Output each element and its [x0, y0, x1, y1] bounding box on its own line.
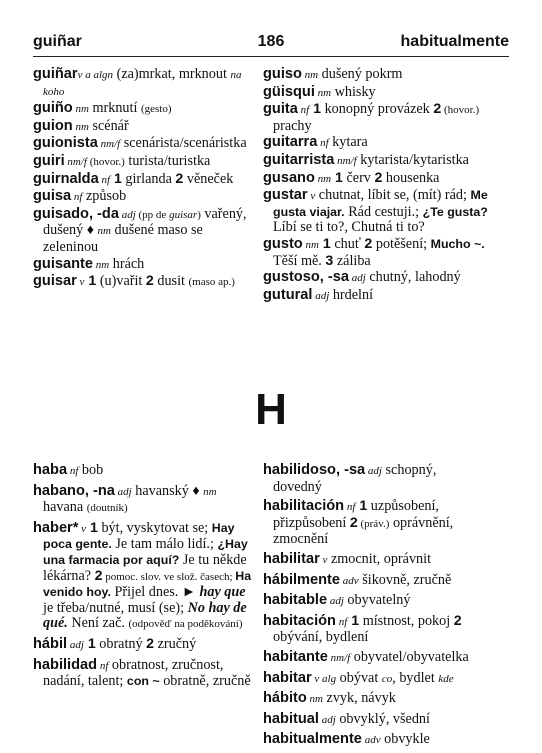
- sense-number: 2: [94, 567, 103, 584]
- definition-text: Líbí se ti to?, Chutná ti to?: [273, 219, 425, 236]
- grammar-label: nm: [97, 225, 111, 238]
- example-phrase: ¿Hay una farmacia por aquí?: [43, 537, 248, 567]
- dictionary-entry: [263, 573, 488, 590]
- sense-number: 1: [86, 519, 98, 536]
- column-h-right: [263, 463, 488, 753]
- dictionary-entry: [33, 189, 258, 206]
- headword: haba: [33, 462, 68, 478]
- definition-text: hrdelní: [329, 286, 374, 303]
- first-guideword: guiñar: [33, 33, 82, 50]
- definition-text: šikovně, zručně: [358, 571, 452, 588]
- definition-text: havana: [43, 499, 87, 516]
- dictionary-entry: [33, 257, 258, 274]
- definition-text: místnost, pokoj: [359, 612, 454, 629]
- definition-text: scenárista/scenáristka: [120, 135, 247, 152]
- definition-text: kytara: [328, 134, 368, 151]
- dictionary-entry: [33, 274, 258, 291]
- definition-text: hrách: [109, 255, 145, 272]
- dictionary-entry: [33, 172, 258, 189]
- headword: gustar: [263, 187, 308, 204]
- definition-text: vařený, dušený ♦: [43, 205, 247, 239]
- grammar-label: nm: [314, 86, 332, 99]
- definition-text: chutnat, líbit se, (mít) rád;: [315, 187, 471, 204]
- dictionary-entry: [33, 136, 258, 153]
- sense-number: 1: [347, 612, 360, 629]
- dictionary-entry: [33, 101, 258, 118]
- definition-text: Rád cestuji.;: [344, 203, 423, 220]
- sense-number: 1: [355, 498, 368, 515]
- headword: habilitar: [263, 550, 320, 567]
- grammar-label: nm: [314, 172, 332, 185]
- headword: hábil: [33, 635, 68, 652]
- headword: guitarra: [263, 134, 318, 151]
- grammar-label: kde: [438, 672, 454, 685]
- headword: habilidad: [33, 656, 98, 673]
- headword: guisa: [33, 188, 72, 205]
- dictionary-entry: [263, 552, 488, 569]
- grammar-label: v: [307, 190, 316, 203]
- grammar-label: adj: [114, 485, 132, 498]
- definition-text: dušené maso se zeleninou: [43, 222, 203, 255]
- section-letter-heading: H: [255, 385, 287, 434]
- header-rule: [33, 56, 509, 57]
- grammar-label: nm: [306, 693, 323, 706]
- definition-text: obratný: [95, 635, 147, 652]
- headword: hábito: [263, 690, 307, 707]
- headword: habitualmente: [263, 731, 362, 748]
- definition-text: schopný, dovedný: [273, 462, 437, 495]
- dictionary-entry: [263, 135, 488, 152]
- usage-note: pomoc. slov. ve slož. časech;: [102, 570, 236, 583]
- grammar-label: adj: [327, 595, 344, 608]
- definition-text: prachy: [273, 117, 312, 134]
- sense-number: 1: [309, 101, 322, 118]
- grammar-label: nm: [93, 258, 110, 271]
- sense-number: 2: [374, 169, 383, 186]
- definition-text: zvyk, návyk: [322, 690, 396, 707]
- headword: guirnalda: [33, 170, 99, 187]
- definition-text: způsob: [82, 188, 127, 205]
- example-phrase: Me gusta viajar.: [273, 188, 488, 219]
- definition-text: obratnost, zručnost, nadání, talent;: [43, 656, 224, 690]
- grammar-label: adj: [312, 289, 330, 302]
- grammar-label: nf: [67, 465, 79, 477]
- dictionary-entry: [33, 521, 258, 633]
- definition-text: obyvatelný: [343, 592, 411, 609]
- grammar-label: v a algn: [77, 69, 114, 81]
- column-g-right: [263, 67, 488, 305]
- grammar-label: nf: [98, 173, 110, 186]
- grammar-label: v alg: [311, 672, 337, 685]
- running-header: [33, 33, 509, 55]
- definition-text: být, vyskytovat se;: [97, 519, 212, 536]
- grammar-label: adj: [318, 713, 336, 726]
- usage-note: (hovor.): [441, 104, 480, 117]
- sense-number: 3: [325, 252, 334, 269]
- dictionary-entry: [33, 67, 258, 100]
- headword: guita: [263, 101, 298, 118]
- sense-number: 1: [84, 273, 97, 290]
- usage-note: (gesto): [140, 103, 172, 116]
- dictionary-entry: [33, 463, 258, 480]
- last-guideword: habitualmente: [400, 33, 509, 50]
- definition-text: zručný: [154, 635, 197, 652]
- dictionary-entry: [263, 67, 488, 84]
- sense-number: 2: [433, 101, 442, 118]
- sense-number: 1: [318, 235, 331, 252]
- definition-text: obvykle: [380, 731, 430, 748]
- dictionary-entry: [263, 732, 488, 749]
- definition-text: je třeba/nutné, musí (se);: [43, 599, 188, 616]
- headword: haber*: [33, 519, 79, 536]
- headword: gusto: [263, 235, 303, 252]
- dictionary-entry: [33, 484, 258, 517]
- dictionary-entry: [263, 650, 488, 667]
- example-phrase: Ha venido hoy.: [43, 568, 252, 600]
- definition-text: scénář: [88, 117, 129, 134]
- headword: habitante: [263, 648, 328, 665]
- definition-text: Není zač.: [67, 615, 129, 632]
- grammar-label: adv: [340, 574, 359, 587]
- grammar-label: adv: [361, 734, 381, 747]
- grammar-label: nf: [335, 615, 348, 628]
- sense-number: 1: [110, 170, 122, 187]
- headword: habilidoso, -sa: [263, 462, 366, 478]
- grammar-label: v: [319, 553, 328, 566]
- definition-text: oprávnění, zmocnění: [273, 514, 454, 548]
- definition-text: turista/turistka: [124, 152, 211, 169]
- definition-text: zmocnit, oprávnit: [327, 550, 432, 567]
- usage-note: (pp de: [135, 208, 167, 221]
- usage-note: (doutník): [86, 502, 128, 515]
- grammar-label: guisar: [166, 208, 198, 221]
- definition-text: uzpůsobení, přizpůsobení: [273, 498, 439, 531]
- definition-text: , bydlet: [392, 669, 439, 686]
- headword: guiri: [33, 152, 65, 169]
- grammar-label: nm: [301, 69, 319, 81]
- headword: habano, -na: [33, 482, 115, 499]
- dictionary-entry: [263, 463, 488, 495]
- definition-text: mrknutí: [88, 100, 141, 117]
- definition-text: whisky: [331, 83, 376, 100]
- headword: guiñar: [33, 66, 78, 82]
- dictionary-entry: [263, 499, 488, 548]
- page-number: 186: [257, 33, 285, 50]
- sense-number: 2: [453, 612, 462, 629]
- headword: habitación: [263, 612, 336, 629]
- definition-text: (za)mrkat, mrknout: [113, 66, 231, 82]
- definition-text: dusit: [153, 273, 189, 290]
- grammar-label: nf: [344, 501, 356, 514]
- grammar-label: nm/f: [64, 155, 87, 168]
- sense-number: 2: [146, 635, 155, 652]
- grammar-label: nm/f: [334, 154, 357, 167]
- headword: guiño: [33, 100, 73, 117]
- sense-number: 2: [349, 514, 358, 531]
- definition-text: Přijel dnes. ►: [110, 584, 200, 601]
- headword: guisado, -da: [33, 205, 119, 222]
- dictionary-entry: [263, 153, 488, 170]
- dictionary-entry: [33, 658, 258, 690]
- definition-text: potěšení;: [372, 235, 431, 252]
- headword: habilitación: [263, 498, 345, 515]
- dictionary-entry: [263, 593, 488, 610]
- grammar-label: nm: [302, 238, 319, 251]
- dictionary-entry: [33, 207, 258, 256]
- dictionary-entry: [263, 188, 488, 236]
- idiom-phrase: hay que: [199, 584, 246, 601]
- grammar-label: adj: [348, 272, 366, 285]
- headword: guionista: [33, 135, 98, 152]
- grammar-label: nm/f: [97, 138, 121, 151]
- dictionary-entry: [263, 102, 488, 134]
- headword: gusano: [263, 169, 315, 186]
- grammar-label: adj: [365, 465, 382, 477]
- usage-note: ): [197, 208, 201, 221]
- headword: guisar: [33, 273, 77, 290]
- headword: hábilmente: [263, 571, 341, 588]
- definition-text: Je tam málo lidí.;: [111, 536, 218, 553]
- definition-text: věneček: [183, 170, 234, 187]
- sense-number: 1: [331, 169, 343, 186]
- definition-text: kytarista/kytaristka: [356, 151, 469, 168]
- dictionary-entry: [263, 288, 488, 305]
- headword: gustoso, -sa: [263, 269, 349, 286]
- usage-note: (hovor.): [86, 155, 125, 168]
- headword: habitable: [263, 592, 328, 609]
- definition-text: housenka: [382, 169, 440, 186]
- column-h-left: [33, 463, 258, 694]
- definition-text: havanský ♦: [131, 482, 204, 499]
- headword: guiso: [263, 66, 302, 82]
- usage-note: (práv.): [357, 517, 390, 530]
- definition-text: záliba: [333, 252, 371, 269]
- definition-text: obratně, zručně: [159, 673, 251, 690]
- dictionary-entry: [263, 270, 488, 287]
- dictionary-entry: [263, 691, 488, 708]
- example-phrase: Mucho ~.: [430, 236, 485, 251]
- grammar-label: v: [76, 276, 85, 289]
- definition-text: bob: [78, 462, 104, 478]
- sense-number: 2: [175, 170, 184, 187]
- example-phrase: Hay poca gente.: [43, 520, 235, 552]
- definition-text: girlanda: [121, 170, 176, 187]
- definition-text: obyvatel/obyvatelka: [350, 648, 469, 665]
- grammar-label: nm/f: [327, 651, 351, 664]
- dictionary-entry: [33, 154, 258, 171]
- dictionary-entry: [33, 119, 258, 136]
- headword: guion: [33, 117, 73, 134]
- grammar-label: nf: [71, 191, 83, 204]
- definition-text: dušený pokrm: [318, 66, 403, 82]
- sense-number: 2: [145, 273, 154, 290]
- usage-note: (maso ap.): [188, 276, 235, 289]
- grammar-label: nf: [317, 137, 329, 150]
- column-g-left: [33, 67, 258, 292]
- grammar-label: na koho: [43, 69, 242, 98]
- grammar-label: nf: [97, 659, 109, 672]
- usage-note: (odpověď na poděkování): [128, 618, 243, 631]
- headword: habitual: [263, 710, 319, 727]
- definition-text: chuť: [330, 235, 365, 252]
- example-phrase: con ~: [126, 674, 160, 689]
- grammar-label: co: [381, 672, 393, 685]
- dictionary-entry: [263, 614, 488, 646]
- example-phrase: ¿Te gusta?: [422, 204, 488, 219]
- definition-text: (u)vařit: [96, 273, 146, 290]
- dictionary-entry: [263, 671, 488, 688]
- sense-number: 2: [364, 235, 373, 252]
- definition-text: Je tu někde lékárna?: [43, 551, 247, 584]
- dictionary-entry: [263, 237, 488, 269]
- definition-text: obvyklý, všední: [335, 710, 430, 727]
- headword: guisante: [33, 255, 94, 272]
- definition-text: chutný, lahodný: [365, 269, 461, 286]
- grammar-label: adj: [118, 208, 136, 221]
- grammar-label: nf: [297, 104, 310, 117]
- definition-text: obývání, bydlení: [273, 629, 369, 646]
- idiom-phrase: No hay de qué.: [43, 599, 247, 632]
- definition-text: konopný provázek: [321, 101, 434, 118]
- grammar-label: adj: [67, 638, 84, 651]
- sense-number: 1: [83, 635, 96, 652]
- headword: gutural: [263, 286, 313, 303]
- dictionary-entry: [263, 171, 488, 188]
- headword: güisqui: [263, 83, 315, 100]
- dictionary-entry: [33, 637, 258, 654]
- dictionary-entry: [263, 85, 488, 102]
- definition-text: Těší mě.: [273, 252, 326, 269]
- grammar-label: v: [78, 522, 87, 535]
- definition-text: obývat: [336, 669, 382, 686]
- definition-text: červ: [342, 169, 375, 186]
- grammar-label: nm: [72, 120, 89, 133]
- headword: guitarrista: [263, 151, 335, 168]
- dictionary-entry: [263, 712, 488, 729]
- grammar-label: nm: [203, 485, 217, 498]
- headword: habitar: [263, 669, 312, 686]
- grammar-label: nm: [72, 103, 89, 116]
